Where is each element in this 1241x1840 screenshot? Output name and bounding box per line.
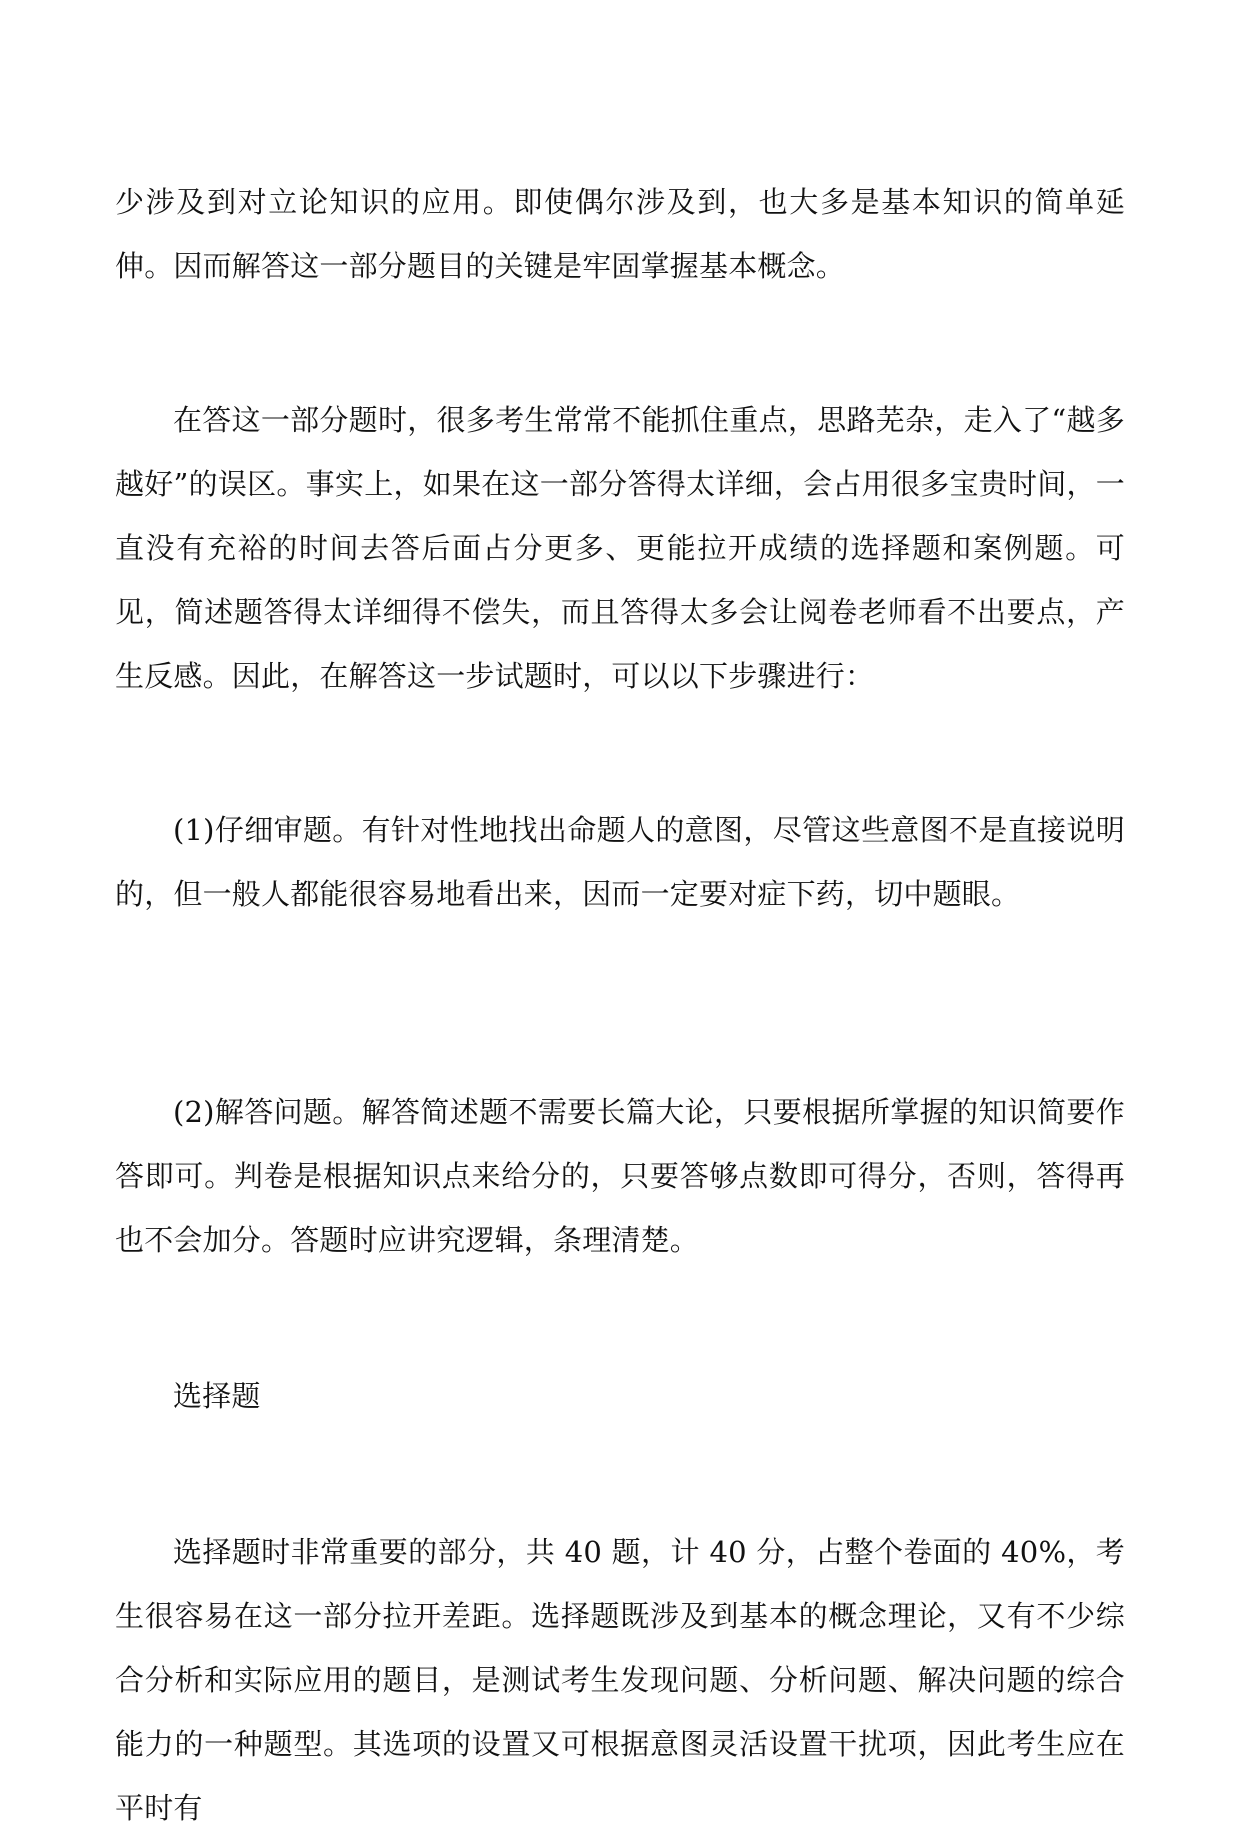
paragraph-answer-strategy: 在答这一部分题时，很多考生常常不能抓住重点，思路芜杂，走入了“越多越好”的误区。事实上，如果在这一部分答得太详细，会占用很多宝贵时间，一直没有充裕的时间去答后面占分更多、更能拉开成绩的选择题和案例题。可见，简述题答得太详细得不偿失，而且答得太多会让阅卷老师看不出要点，产生反感。因此，在解答这一步试题时，可以以下步骤进行： bbox=[115, 403, 1125, 693]
paragraph-step-1: (1)仔细审题。有针对性地找出命题人的意图，尽管这些意图不是直接说明的，但一般人都能很容易地看出来，因而一定要对症下药，切中题眼。 bbox=[115, 813, 1125, 911]
paragraph-step-2: (2)解答问题。解答简述题不需要长篇大论，只要根据所掌握的知识简要作答即可。判卷是根据知识点来给分的，只要答够点数即可得分，否则，答得再也不会加分。答题时应讲究逻辑，条理清楚。 bbox=[115, 1095, 1125, 1257]
document-body bbox=[115, 170, 1125, 1840]
section-heading-multiple-choice: 选择题 bbox=[173, 1379, 261, 1413]
paragraph-continuation: 少涉及到对立论知识的应用。即使偶尔涉及到，也大多是基本知识的简单延伸。因而解答这一部分题目的关键是牢固掌握基本概念。 bbox=[115, 185, 1125, 283]
paragraph-multiple-choice: 选择题时非常重要的部分，共 40 题，计 40 分，占整个卷面的 40%，考生很容易在这一部分拉开差距。选择题既涉及到基本的概念理论，又有不少综合分析和实际应用的题目，是测试考生发现问题、分析问题、解决问题的综合能力的一种题型。其选项的设置又可根据意图灵活设置干扰项，因此考生应在平时有 bbox=[115, 1535, 1125, 1825]
